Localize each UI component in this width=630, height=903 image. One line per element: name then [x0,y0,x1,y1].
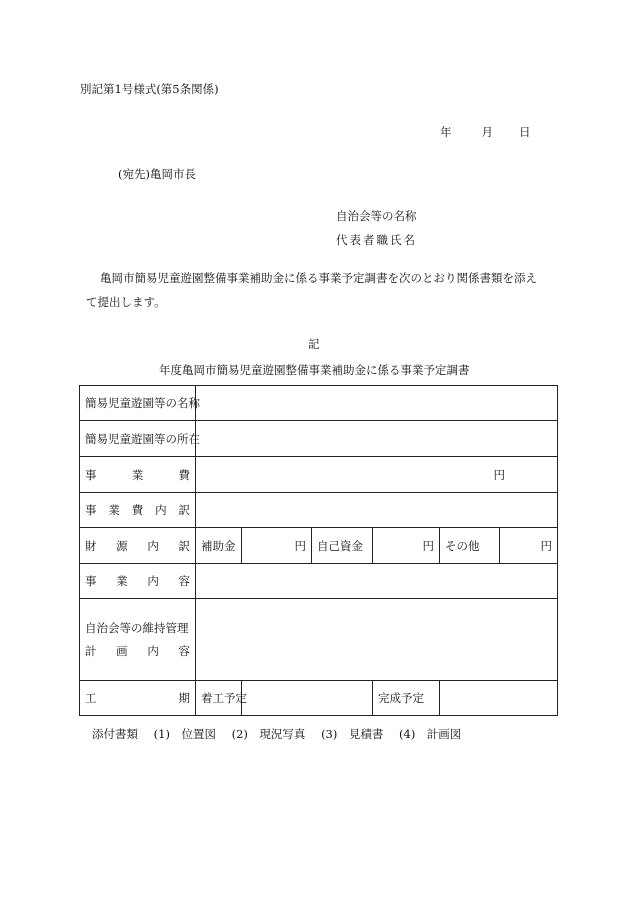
project-cost-yen: 円 [196,457,558,493]
facility-name-value [196,386,558,421]
attachment-item: (4) 計画図 [399,727,462,741]
other-yen: 円 [500,528,558,564]
table-row [80,528,558,564]
own-funds-label: 自己資金 [312,528,373,564]
facility-name-label: 簡易児童遊園等の名称 [80,386,196,421]
project-table [79,385,558,716]
project-content-label: 事 業 内 容 [80,564,196,599]
maintenance-plan-value [196,599,558,681]
attachment-item: (1) 位置図 [153,727,216,741]
facility-location-value [196,421,558,457]
date-month-label: 月 [481,125,493,139]
maintenance-plan-label: 自治会等の維持管理 計 画 内 容 [80,599,196,681]
table-title: 年度亀岡市簡易児童遊園整備事業補助金に係る事業予定調書 [159,363,470,377]
own-funds-yen: 円 [373,528,440,564]
body-text-line-2: て提出します。 [86,295,166,309]
table-row [80,457,558,493]
attachment-item: (2) 現況写真 [231,727,306,741]
cost-breakdown-label: 事 業 費 内 訳 [80,493,196,528]
attachment-item: (3) 見積書 [321,727,384,741]
table-row [80,564,558,599]
attachments-label: 添付書類 [92,727,138,741]
project-cost-label: 事 業 費 [80,457,196,493]
other-label: その他 [440,528,500,564]
cost-breakdown-value [196,493,558,528]
funding-sources-label: 財 源 内 訳 [80,528,196,564]
subsidy-label: 補助金 [196,528,242,564]
date-line [440,124,531,140]
table-row [80,599,558,681]
table-row [80,421,558,457]
facility-location-label: 簡易児童遊園等の所在 [80,421,196,457]
table-row [80,493,558,528]
body-text-line-1: 亀岡市簡易児童遊園整備事業補助金に係る事業予定調書を次のとおり関係書類を添え [100,271,537,285]
ki-heading: 記 [308,337,320,351]
applicant-rep-label: 代表者職氏名 [336,233,417,247]
start-scheduled-label: 着工予定 [196,681,242,716]
completion-scheduled-value [440,681,558,716]
applicant-org-label: 自治会等の名称 [336,209,417,223]
attachments-line [92,726,473,742]
addressee: (宛先)亀岡市長 [118,167,196,181]
start-scheduled-value [242,681,373,716]
date-day-label: 日 [519,125,531,139]
completion-scheduled-label: 完成予定 [373,681,440,716]
construction-period-label: 工 期 [80,681,196,716]
subsidy-yen: 円 [242,528,312,564]
form-header: 別記第1号様式(第5条関係) [80,82,219,96]
table-row [80,681,558,716]
table-row [80,386,558,421]
project-content-value [196,564,558,599]
date-year-label: 年 [440,125,452,139]
